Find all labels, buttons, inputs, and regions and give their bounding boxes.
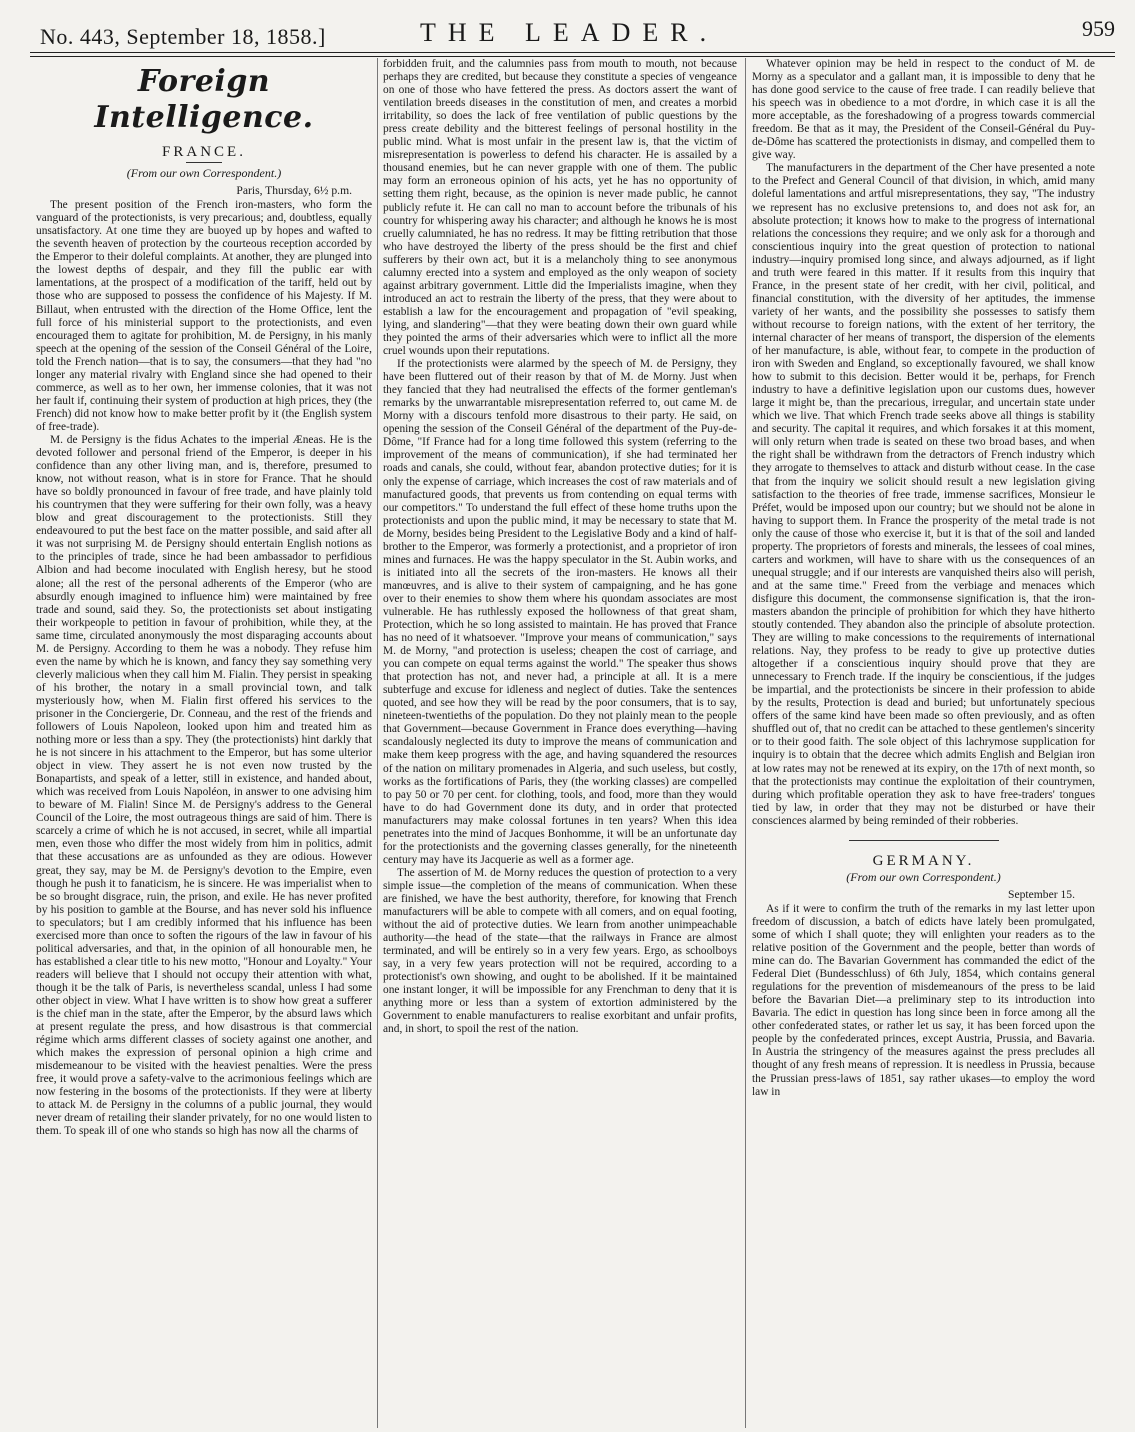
article-paragraph: M. de Persigny is the fidus Achates to the imperial Æneas. He is the devoted follower and personal friend of the Emperor, is deeper in his confidence than any other living man, and is, therefore, presumed to know, not without reason, what is in store for France. That he should have so boldly pronounced in favour of free trade, and have plainly told his countrymen that they were suffering for their own folly, was a heavy blow and great discouragement to the protectionists. Still they endeavoured to put the best face on the matter possible, and said after all it was not surprising M. de Persigny should entertain English notions as to the principles of trade, since he had been ambassador to perfidious Albion and had become inoculated with English heresy, but he stood alone; all the rest of the personal adherents of the Emperor (who are absurdly enough imagined to influence him) were maintained by free trade and sound, said they. So, the protectionists set about instigating their workpeople to petition in favour of prohibition, while they, at the same time, circulated anonymously the most disparaging accounts about M. de Persigny. According to them he was a nobody. They refuse him even the name by which he is known, and fancy they say something very cleverly malicious when they call him M. Fialin. They persist in speaking of his brother, the notary in a small provincial town, and talk mysteriously how, when M. Fialin first offered his services to the prisoner in the Conciergerie, Dr. Conneau, and the rest of the friends and followers of Louis Napoleon, looked upon him and treated him as nothing more or less than a spy. They (the protectionists) hint darkly that he is not sincere in his attachment to the Emperor, but has some ulterior object in view. They assert he is not even now trusted by the Bonapartists, and speak of a letter, still in existence, and handed about, which was received from Louis Napoléon, in answer to one advising him to beware of M. Fialin! Since M. de Persigny's address to the General Council of the Loire, the most outrageous things are said of him. There is scarcely a crime of which he is not accused, in secret, while all impartial men, even those who differ the most widely from him in politics, admit that these accusations are as unfounded as they are odious. However great, they say, may be M. de Persigny's devotion to the Empire, even though he push it to fanaticism, he is sincere. He was imperialist when to be so brought disgrace, ruin, the prison, and exile. He has never profited by his position to gamble at the Bourse, and has never sold his influence to speculators; but I am credibly informed that his influence has been exercised more than once to soften the rigours of the law in favour of his political adversaries, and that, in the opinion of all honourable men, he has established a clear title to his new motto, "Honour and Loyalty." Your readers will believe that I should not occupy their attention with what, though it be the talk of Paris, is nevertheless scandal, unless I had some other object in view. What I have written is to show how great a sufferer is the chief man in the state, after the Emperor, by the absurd laws which at present regulate the press, and how disastrous is that commercial régime which arms different classes of society against one another, and which makes the expression of personal opinion a high crime and misdemeanour to be visited with the heaviest penalties. Were the press free, it would prove a safety-valve to the acrimonious feelings which are now festering in the bosoms of the protectionists. If they were at liberty to attack M. de Persigny in the columns of a public journal, they would never dream of retailing their slander privately, for no one would listen to them. To speak ill of one who stands so high has now all the charms of (36, 433, 372, 1138)
section-divider (849, 840, 999, 841)
divider (186, 162, 222, 163)
dateline: September 15. (1008, 887, 1075, 901)
article-paragraph: If the protectionists were alarmed by the speech of M. de Persigny, they have been fluttered out of their reason by that of M. de Morny. Just when they fancied that they had neutralised the effects of the former gentleman's remarks by the unwarrantable misrepresentation referred to, out came M. de Morny with a discours tenfold more disastrous to their party. He said, on opening the session of the Conseil Général of the department of the Puy-de-Dôme, "If France had for a long time followed this system (referring to the improvement of the means of communication), if she had terminated her roads and canals, she could, without fear, abandon protective duties; for it is only the expense of carriage, which increases the cost of raw materials and of manufactured goods, that prevents us from contending on equal terms with our competitors." To understand the full effect of these home truths upon the protectionists and upon the public mind, it may be necessary to state that M. de Morny, besides being President to the Legislative Body and a kind of half-brother to the Emperor, was formerly a protectionist, and a proprietor of iron mines and furnaces. He was the happy speculator in the St. Aubin works, and is initiated into all the secrets of the iron-masters. He knows all their manœuvres, and is alive to their system of campaigning, and he has gone over to their enemies to show them where his quondam associates are most vulnerable. He has ruthlessly exposed the hollowness of that great sham, Protection, which he so long assisted to maintain. He has proved that France has no need of it whatsoever. "Improve your means of communication," says M. de Morny, "and protection is useless; cheapen the cost of carriage, and you can compete on equal terms against the world." The speaker thus shows that protection has not, and never had, a principle at all. It is a mere subterfuge and excuse for idleness and neglect of duties. Take the sentences quoted, and see how they will be read by the poor consumers, that is to say, nineteen-twentieths of the population. Do they not plainly mean to the people that Government—because Government in France does everything—having scandalously neglected its duty to improve the means of communication and make them keep progress with the age, and having squandered the resources of the nation on military promenades in Algeria, and such useless, but costly, works as the fortifications of Paris, they (the working classes) are compelled to pay 50 or 70 per cent. for clothing, tools, and food, more than they would have to do had Government done its duty, and in order that protected manufacturers may make colossal fortunes in ten years? When this idea penetrates into the mind of Jacques Bonhomme, it will be an unfortunate day for the protectionists and the governing classes generally, for the nineteenth century may have its Jacquerie as well as a former age. (383, 358, 737, 866)
masthead-rule (30, 52, 1115, 53)
section-heading: Foreign Intelligence. (94, 64, 314, 135)
page-number: 959 (1082, 16, 1115, 41)
country-heading-france: FRANCE. (162, 144, 246, 160)
article-paragraph: Whatever opinion may be held in respect to the conduct of M. de Morny as a speculator and a gallant man, it is impossible to deny that he has done good service to the cause of free trade. I can readily believe that his speech was in obedience to a mot d'ordre, in which case it is all the more acceptable, as the foreshadowing of a progress towards commercial freedom. Be that as it may, the President of the Conseil-Général du Puy-de-Dôme has scattered the protectionists in dismay, and compelled them to give way. (752, 58, 1095, 162)
article-paragraph: As if it were to confirm the truth of the remarks in my last letter upon freedom of discussion, a batch of edicts have lately been promulgated, some of which I shall quote; they will enlighten your readers as to the relative position of the Government and the people, better than words of mine can do. The Bavarian Government has commanded the edict of the Federal Diet (Bundesschluss) of 6th July, 1854, which contains general regulations for the prevention of misdemeanours of the press to be laid before the Bavarian Diet—a preliminary step to its introduction into Bavaria. The edict in question has long since been in force among all the other confederated states, or rather let us say, it has been forced upon the people by the confederated princes, except Austria, Prussia, and Bavaria. In Austria the stringency of the measures against the press precludes all thought of any fresh means of repression. It is needless in Prussia, because the Prussian press-laws of 1851, say rather ukases—to employ the word law in (752, 902, 1095, 1098)
issue-line: No. 443, September 18, 1858.] (40, 24, 326, 49)
article-paragraph: The assertion of M. de Morny reduces the question of protection to a very simple issue—the completion of the means of communication. When these are finished, we have the best authority, therefore, for knowing that French manufacturers will be able to compete with all comers, and on equal footing, without the aid of protective duties. We learn from another unimpeachable authority—the head of the state—that the railways in France are almost terminated, and will be entirely so in a very few years. Ergo, as schoolboys say, in a very few years protection will not be required, according to a protectionist's own showing, and ought to be abolished. If it be maintained one instant longer, it will be impossible for any Frenchman to deny that it is anything more or less than a system of extortion administered by the Government to enable manufacturers to realise exorbitant and unfair profits, and, in short, to spoil the rest of the nation. (383, 866, 737, 1036)
article-paragraph: The present position of the French iron-masters, who form the vanguard of the protectionists, is very precarious; and, doubtless, equally unsatisfactory. At one time they are buoyed up by hopes and wafted to the seventh heaven of protection by the courteous reception accorded by the Emperor to their doleful complaints. At another, they are plunged into the lowest depths of despair, and they fill the public ear with lamentations, at the prospect of a modification of the tariff, held out by those who are supposed to possess the confidence of his Majesty. If M. Billaut, when entrusted with the direction of the Home Office, lent the full force of his ministerial support to the protectionists, and even encouraged them to agitate for prohibition, M. de Persigny, in his manly speech at the opening of the session of the Conseil Général of the Loire, told the French nation—that is to say, the consumers—that they had "no longer any material rivalry with England since she had opened to their commerce, as well as to her own, her immense colonies, that it was not her fault if, continuing their system of production at high prices, they (the French) did not know how to make better profit by it (the English system of free-trade). (36, 199, 372, 433)
column-1 (36, 58, 372, 1423)
byline: (From our own Correspondent.) (126, 166, 282, 181)
masthead (0, 0, 1135, 58)
byline: (From our own Correspondent.) (846, 869, 1001, 884)
column-divider (377, 58, 378, 1428)
newspaper-title: THE LEADER. (420, 18, 719, 47)
article-paragraph: The manufacturers in the department of the Cher have presented a note to the Prefect and General Council of that division, in which, amid many doleful lamentations and artful misrepresentations, they say, "The industry we represent has no exclusive pretensions to, and does not ask for, an absolute protection; it knows how to make to the progress of international relations the concessions they require; and we only ask for a thorough and conscientious inquiry into the great question of protection to national industry—inquiry promised long since, and always adjourned, as if light and truth were feared in this matter. If it results from this inquiry that France, in the present state of her credit, with her civil, political, and financial constitution, with the diversity of her aptitudes, the immense variety of her wants, and the possibility she possesses to satisfy them without recourse to foreign nations, with the extent of her territory, the internal character of her means of transport, the dispersion of the elements of her manufacture, is able, without fear, to compete in the production of iron with Sweden and England, so exceptionally favoured, we shall know how to submit to this decision. Better would it be, perhaps, for French industry to have a definitive legislation upon our customs dues, however large it might be, than the precarious, irregular, and uncertain state under which we live. That which French trade seeks above all things is stability and security. The capital it requires, and which forsakes it at this moment, will only return when trade is seated on these two broad bases, and when the right shall be withdrawn from the detractors of French industry which they arrogate to themselves to attack and disturb without cease. In the case that from the inquiry we solicit should result a new legislation giving satisfaction to the theories of free trade, immense sacrifices, Monsieur le Préfet, would be imposed upon our country; but we should not be alone in having to support them. In France the prosperity of the metal trade is not only the cause of those who exercise it, but it is that of the soil and landed property. The proprietors of forests and minerals, the lessees of coal mines, carters and workmen, will have to share with us the consequences of an unequal struggle; and if our interests are vanquished theirs also will perish, and at the same time." Freed from the verbiage and menaces which disfigure this document, the commonsense signification is, that the iron-masters abandon the principle of prohibition for which they have hitherto stoutly contended. They abandon also the principle of absolute protection. They are willing to make concessions to the requirements of international relations. Nay, they profess to be ready to give up protective duties altogether if a conscientious inquiry should prove that they are unnecessary to French trade. If the inquiry be conscientious, if the judges be impartial, and the protectionists be sincere in their profession to abide by the results, Protection is dead and buried; but unfortunately specious offers of the same kind have been made so often previously, and as often shuffled out of, that no credit can be attached to these gentlemen's sincerity or to their good faith. The sole object of this lachrymose supplication for inquiry is to obtain that the decree which admits English and Belgian iron at low rates may not be renewed at its expiry, on the 17th of next month, so that the protectionists may continue the exploitation of their countrymen, during which profitable operation they ask to have free-traders' tongues tied by law, in order that they may not be disturbed or have their consciences alarmed by being reminded of their robberies. (752, 162, 1095, 827)
column-3 (752, 58, 1095, 1423)
masthead-rule-lower (30, 56, 1115, 57)
column-2 (383, 58, 737, 1423)
article-paragraph: forbidden fruit, and the calumnies pass from mouth to mouth, not because perhaps they are credited, but because they constitute a species of vengeance on one of those who have fettered the press. As doctors assert the want of ventilation breeds diseases in the constitution of men, and creates a morbid irritability, so does the lack of free ventilation of public questions by the press create debility and the bitterest feelings of personal hostility in the public mind. What is most unfair in the present law is, that the victim of misrepresentation is powerless to defend his character. He is assailed by a thousand enemies, but he can never grapple with one of them. The public may form an erroneous opinion of his acts, yet he has no opportunity of setting them right, because, as the opinion is never made public, he cannot publicly refute it. He can call no man to account before the tribunals of his country for whispering away his character; and although he knows he is most cruelly calumniated, he has no redress. It may be fitting retribution that those who have destroyed the liberty of the press should be the first and chief sufferers by their own act, but it is a melancholy thing to see anonymous calumny erected into a system and employed as the only weapon of society against arbitrary government. Little did the Imperialists imagine, when they introduced an act to restrain the liberty of the press, that they were about to establish a law for the encouragement and propagation of "evil speaking, lying, and slandering"—that they were beating down their own guard while they pointed the arms of their adversaries which were to inflict all the more cruel wounds upon their reputations. (383, 58, 737, 358)
column-divider (745, 58, 746, 1428)
country-heading-germany: GERMANY. (872, 852, 975, 869)
dateline: Paris, Thursday, 6½ p.m. (236, 184, 352, 198)
